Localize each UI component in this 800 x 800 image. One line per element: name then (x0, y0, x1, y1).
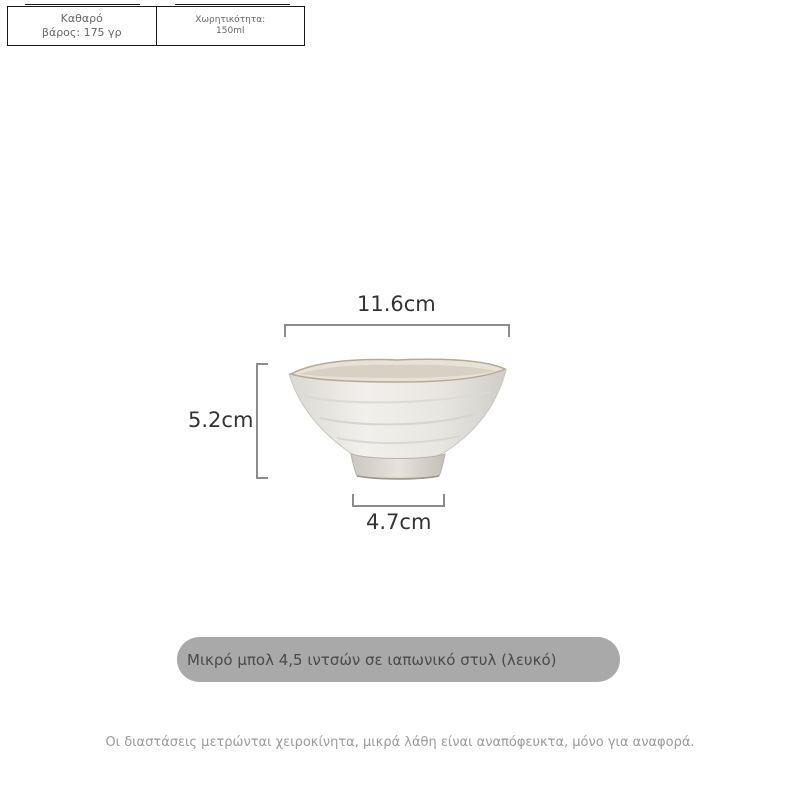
width-dimension-label: 11.6cm (357, 292, 436, 316)
height-dimension-cap-top (256, 363, 268, 365)
spec-capacity-cell (156, 7, 305, 45)
spec-capacity-value: 150ml (216, 26, 245, 36)
spec-weight-label: Καθαρό (60, 12, 103, 26)
spec-weight-cell (8, 7, 156, 45)
width-dimension-line (284, 324, 510, 326)
height-dimension-label: 5.2cm (188, 408, 254, 432)
spec-top-mark-right (175, 4, 290, 5)
product-caption-pill (177, 637, 620, 682)
height-dimension-line (256, 363, 258, 479)
spec-top-mark-left (25, 4, 140, 5)
base-dimension-line (352, 505, 445, 507)
spec-weight-value: βάρος: 175 γρ (41, 26, 122, 39)
width-dimension-cap-left (284, 324, 286, 337)
bowl-image (285, 356, 510, 482)
base-dimension-cap-right (443, 494, 445, 507)
base-dimension-cap-left (352, 494, 354, 507)
base-dimension-label: 4.7cm (366, 510, 432, 534)
product-caption: Μικρό μπολ 4,5 ιντσών σε ιαπωνικό στυλ (λευκό) (187, 650, 557, 669)
width-dimension-cap-right (508, 324, 510, 337)
spec-capacity-label: Χωρητικότητα: (195, 14, 266, 25)
spec-table (7, 6, 305, 46)
height-dimension-cap-bottom (256, 477, 268, 479)
measurement-note: Οι διαστάσεις μετρώνται χειροκίνητα, μικρά λάθη είναι αναπόφευκτα, μόνο για αναφορά. (105, 735, 695, 750)
